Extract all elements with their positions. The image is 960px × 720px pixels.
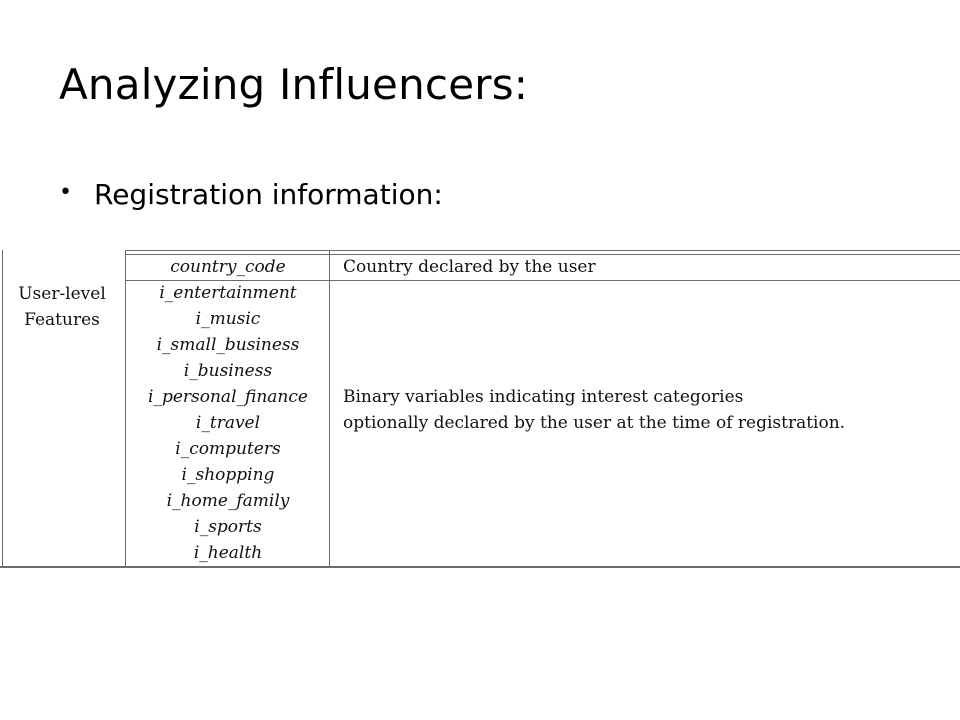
feature-name: i_sports [194,517,262,537]
group-label-line: Features [24,310,100,330]
feature-name: i_home_family [166,491,290,511]
bullet-point-icon: • [59,179,72,205]
feature-description: Country declared by the user [343,257,596,277]
feature-table-body [0,244,960,572]
feature-name: i_shopping [181,465,275,485]
table-rule-feature [329,250,330,568]
bullet-list [59,178,443,212]
feature-name: i_computers [175,439,281,459]
feature-name: i_business [183,361,273,381]
bullet-item [59,178,443,212]
table-rule-group [125,250,126,568]
feature-name: i_personal_finance [148,387,308,407]
table-rule-top [126,250,960,251]
table-rule-bottom [0,566,960,568]
feature-name: i_small_business [156,335,300,355]
feature-name: i_health [193,543,263,563]
table-rule-left [2,250,3,568]
feature-name: country_code [170,257,286,277]
group-label [10,281,114,333]
group-label-line: User-level [18,284,106,304]
feature-name-list [128,254,328,566]
feature-table [0,244,960,572]
slide-title: Analyzing Influencers: [59,60,529,109]
bullet-text: Registration information: [94,178,443,211]
interest-description-line: Binary variables indicating interest categories [343,387,744,407]
feature-name: i_travel [195,413,261,433]
interest-description [343,384,845,436]
feature-name: i_music [195,309,261,329]
interest-description-line: optionally declared by the user at the time of registration. [343,413,846,433]
feature-name: i_entertainment [159,283,297,303]
